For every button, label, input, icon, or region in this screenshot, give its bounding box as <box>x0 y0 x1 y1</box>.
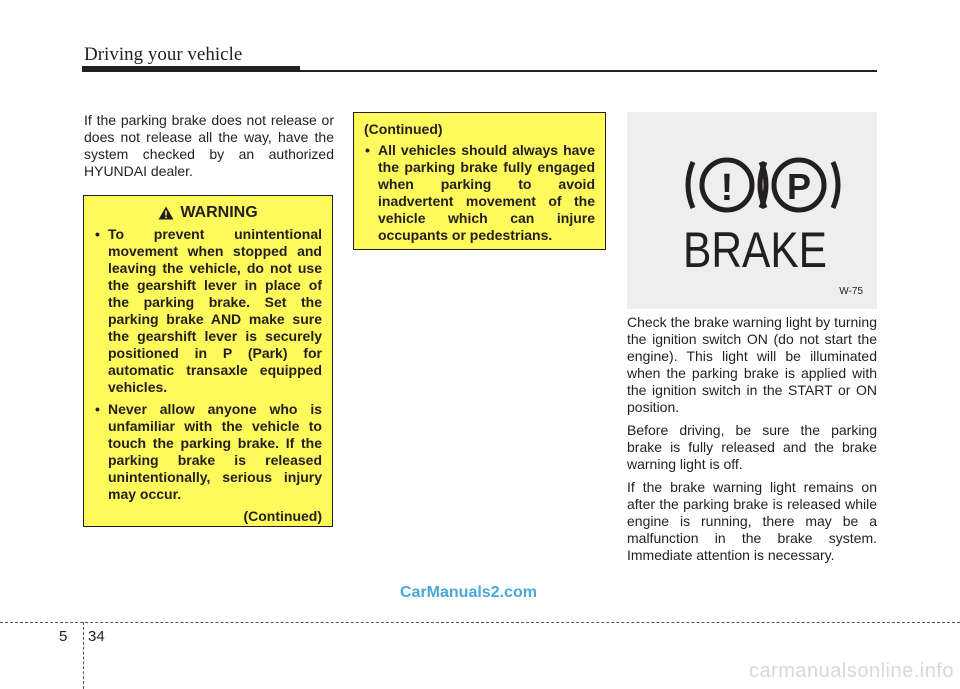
body-paragraph: Before driving, be sure the parking brake is fully released and the brake warning light is off. <box>627 422 877 472</box>
brake-label: BRAKE <box>683 222 827 278</box>
body-paragraph: Check the brake warning light by turning the ignition switch ON (do not start the engine). This light will be illuminated when the parking brake is applied with the ignition switch in the START or ON position. <box>627 314 877 415</box>
watermark-link[interactable]: CarManuals2.com <box>400 584 537 601</box>
header-rule-thick <box>82 66 300 72</box>
header-rule-thin <box>300 70 877 72</box>
warning-list <box>94 226 322 503</box>
warning-item: • Never allow anyone who is unfamiliar with the vehicle to touch the parking brake. If the parking brake is released unintentionally, serious injury may occur. <box>94 401 322 503</box>
continued-box <box>353 112 606 250</box>
warning-heading <box>94 204 322 221</box>
body-text <box>627 314 877 570</box>
page-header-title: Driving your vehicle <box>84 44 243 65</box>
warning-heading-label: WARNING <box>180 204 258 221</box>
footer-dashed-rule <box>0 622 960 623</box>
footer-vertical-divider <box>83 622 84 689</box>
continued-item: • All vehicles should always have the parking brake fully engaged when parking to avoid inadvertent movement of the vehicle which can injure occupants or pedestrians. <box>364 142 595 244</box>
page-number: 34 <box>88 628 105 645</box>
warning-box <box>83 195 333 527</box>
exclamation-glyph: ! <box>720 167 734 209</box>
p-glyph: P <box>786 166 812 207</box>
continued-list <box>364 142 595 244</box>
intro-paragraph: If the parking brake does not release or does not release all the way, have the system checked by an authorized HYUNDAI dealer. <box>84 112 334 179</box>
warning-triangle-icon <box>158 206 174 220</box>
brake-warning-light-figure <box>627 112 877 309</box>
site-watermark: carmanualsonline.info <box>748 660 954 682</box>
brake-warning-icon <box>627 112 877 309</box>
warning-item: • To prevent unintentional movement when stopped and leaving the vehicle, do not use the gearshift lever in place of the parking brake. Set the parking brake AND make sure the gearshift lever is securely positioned in P (Park) for automatic transaxle equipped vehicles. <box>94 226 322 396</box>
warning-continued: (Continued) <box>243 508 322 524</box>
continued-heading: (Continued) <box>364 121 443 137</box>
body-paragraph: If the brake warning light remains on after the parking brake is released while engine is running, there may be a malfunction in the brake system. Immediate attention is necessary. <box>627 479 877 563</box>
figure-code: W-75 <box>839 286 863 297</box>
chapter-number: 5 <box>59 628 68 645</box>
